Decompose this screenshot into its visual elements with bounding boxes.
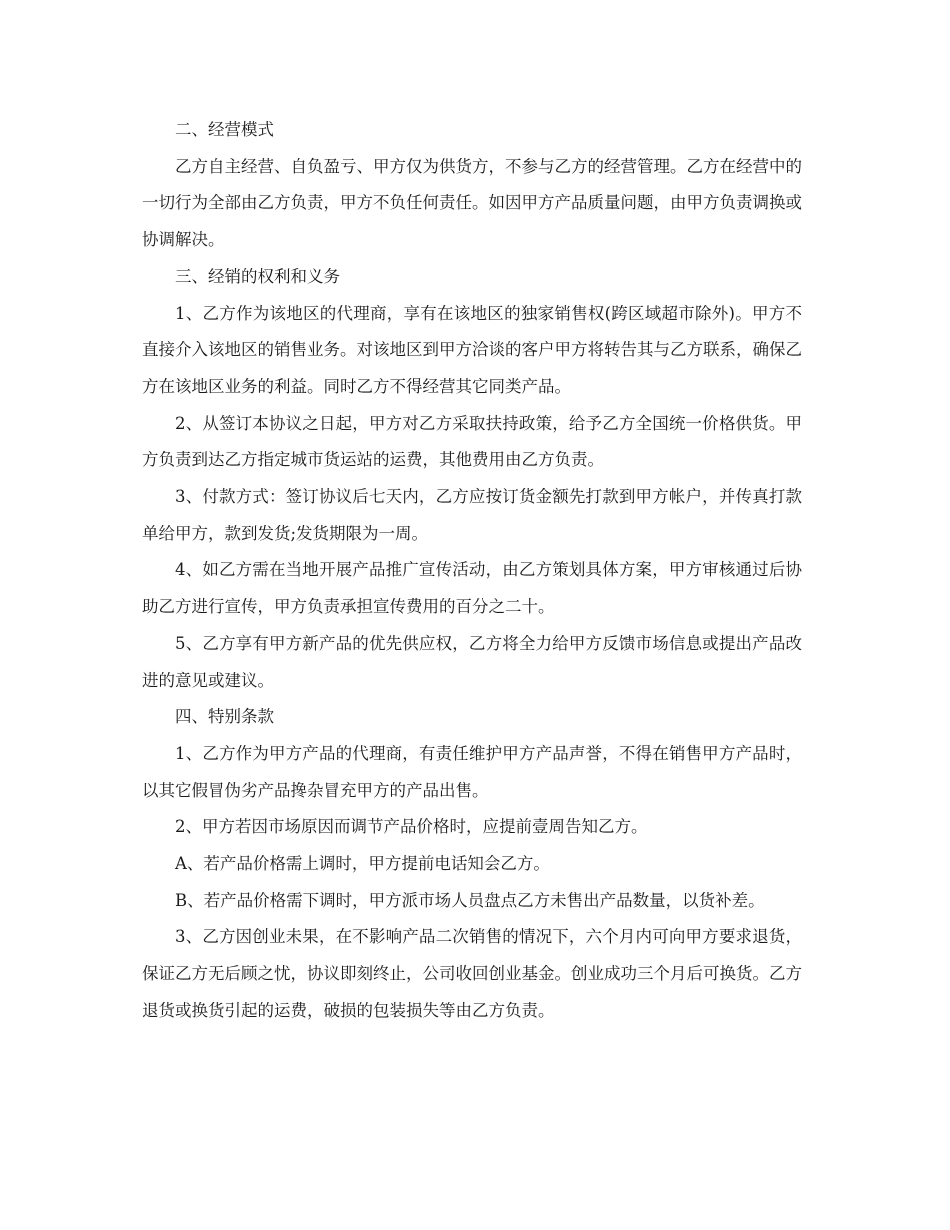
clause-promotion: 4、如乙方需在当地开展产品推广宣传活动，由乙方策划具体方案，甲方审核通过后协助乙方进行宣传，甲方负责承担宣传费用的百分之二十。	[142, 560, 802, 617]
clause-support-policy: 2、从签订本协议之日起，甲方对乙方采取扶持政策，给予乙方全国统一价格供货。甲方负责到达乙方指定城市货运站的运费，其他费用由乙方负责。	[142, 413, 802, 470]
clause-price-decrease: B、若产品价格需下调时，甲方派市场人员盘点乙方未售出产品数量，以货补差。	[175, 890, 765, 910]
clause-payment-method: 3、付款方式：签订协议后七天内，乙方应按订货金额先打款到甲方帐户，并传真打款单给甲方，款到发货;发货期限为一周。	[142, 487, 802, 543]
clause-priority-supply: 5、乙方享有甲方新产品的优先供应权，乙方将全力给甲方反馈市场信息或提出产品改进的意见或建议。	[142, 633, 802, 690]
section-heading-rights-obligations: 三、经销的权利和义务	[175, 266, 340, 286]
clause-returns: 3、乙方因创业未果，在不影响产品二次销售的情况下，六个月内可向甲方要求退货，保证乙方无后顾之忧，协议即刻终止，公司收回创业基金。创业成功三个月后可换货。乙方退货或换货引起的运费，破损的包装损失等由乙方负责。	[142, 927, 802, 1020]
clause-price-adjustment: 2、甲方若因市场原因而调节产品价格时，应提前壹周告知乙方。	[175, 817, 648, 837]
paragraph-operation-mode: 乙方自主经营、自负盈亏、甲方仅为供货方，不参与乙方的经营管理。乙方在经营中的一切行为全部由乙方负责，甲方不负任何责任。如因甲方产品质量问题，由甲方负责调换或协调解决。	[142, 156, 802, 250]
clause-price-increase: A、若产品价格需上调时，甲方提前电话知会乙方。	[175, 854, 550, 874]
section-heading-operation-mode: 二、经营模式	[175, 120, 274, 139]
clause-exclusive-agent: 1、乙方作为该地区的代理商，享有在该地区的独家销售权(跨区域超市除外)。甲方不直接介入该地区的销售业务。对该地区到甲方洽谈的客户甲方将转告其与乙方联系，确保乙方在该地区业务的利益。同时乙方不得经营其它同类产品。	[142, 303, 802, 396]
section-heading-special-terms: 四、特别条款	[175, 707, 274, 727]
document-page	[142, 112, 802, 1030]
clause-reputation: 1、乙方作为甲方产品的代理商，有责任维护甲方产品声誉，不得在销售甲方产品时，以其它假冒伪劣产品搀杂冒充甲方的产品出售。	[142, 743, 802, 800]
